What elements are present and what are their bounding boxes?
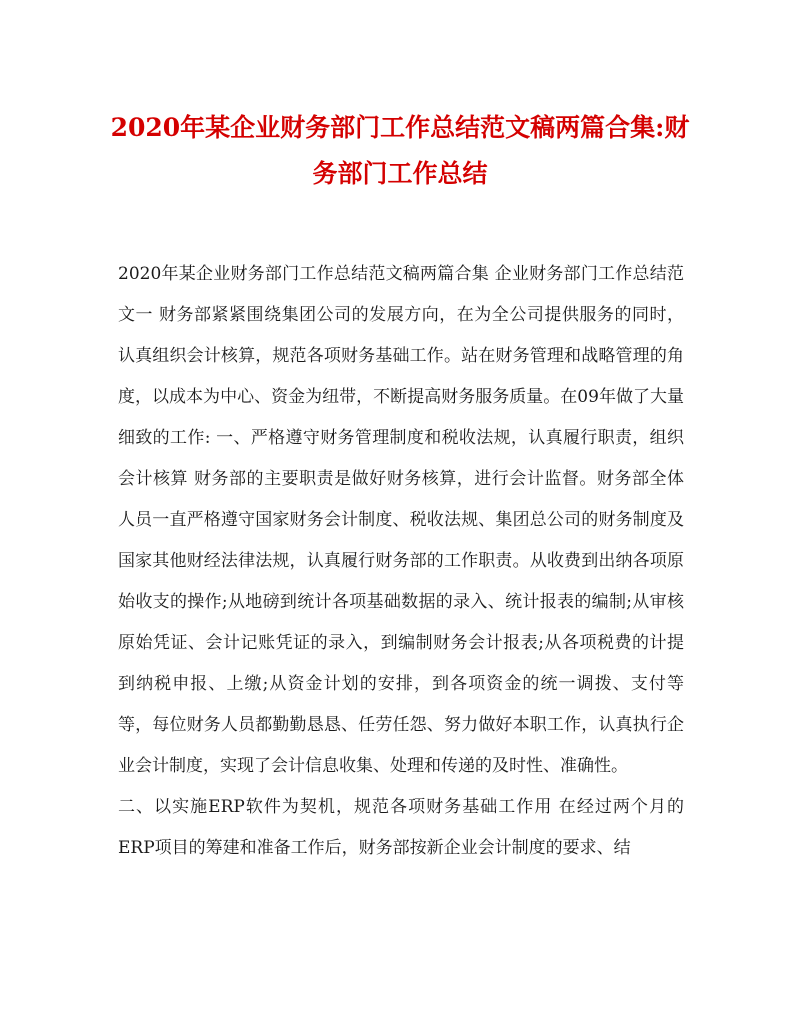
body-paragraph: 二、以实施ERP软件为契机，规范各项财务基础工作用 在经过两个月的ERP项目的筹建和准备工作后，财务部按新企业会计制度的要求、结 xyxy=(118,797,684,858)
document-body xyxy=(118,254,684,869)
document-title: 2020年某企业财务部门工作总结范文稿两篇合集:财务部门工作总结 xyxy=(110,113,690,188)
body-paragraph: 2020年某企业财务部门工作总结范文稿两篇合集 企业财务部门工作总结范文一 财务部紧紧围绕集团公司的发展方向，在为全公司提供服务的同时，认真组织会计核算，规范各项财务基础工作。站在财务管理和战略管理的角度，以成本为中心、资金为纽带，不断提高财务服务质量。在09年做了大量细致的工作: 一、严格遵守财务管理制度和税收法规，认真履行职责，组织会计核算 财务部的主要职责是做好财务核算，进行会计监督。财务部全体人员一直严格遵守国家财务会计制度、税收法规、集团总公司的财务制度及国家其他财经法律法规，认真履行财务部的工作职责。从收费到出纳各项原始收支的操作;从地磅到统计各项基础数据的录入、统计报表的编制;从审核原始凭证、会计记账凭证的录入，到编制财务会计报表;从各项税费的计提到纳税申报、上缴;从资金计划的安排，到各项资金的统一调拨、支付等等，每位财务人员都勤勤恳恳、任劳任怨、努力做好本职工作，认真执行企业会计制度，实现了会计信息收集、处理和传递的及时性、准确性。 xyxy=(118,264,684,776)
